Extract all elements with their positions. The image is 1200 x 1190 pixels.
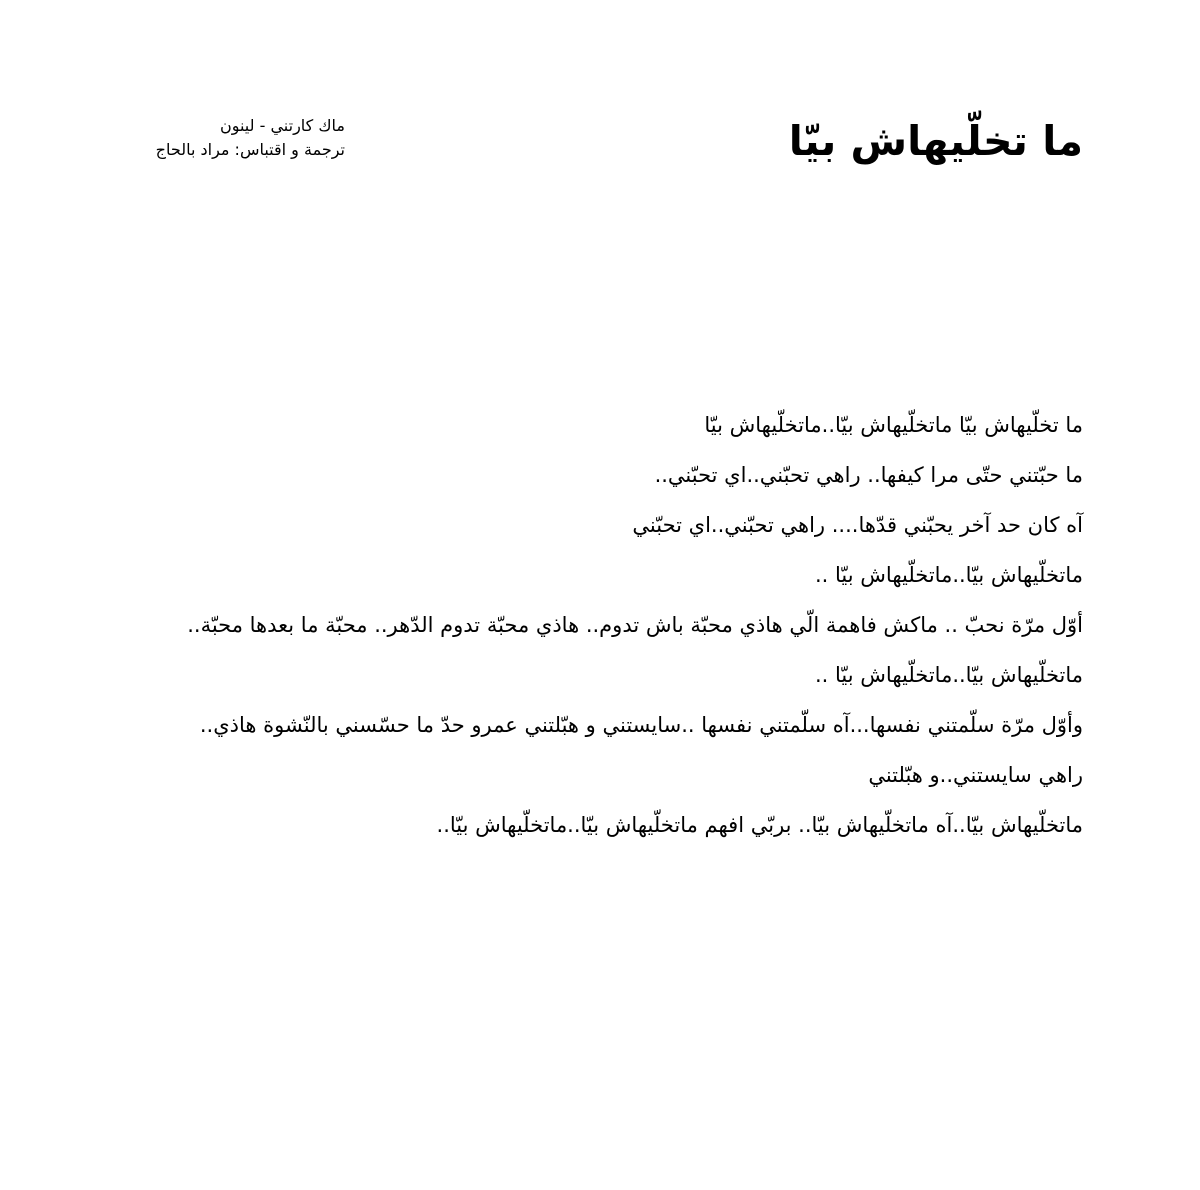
composer-credit: ماك كارتني - لينون (219, 116, 345, 135)
lyric-line-7: وأوّل مرّة سلّمتني نفسها...آه سلّمتني نفسها ..سايستني و هبّلتني عمرو حدّ ما حسّسني بالنّشوة هاذي.. (199, 713, 1083, 737)
lyric-line-8: راهي سايستني..و هبّلتني (868, 763, 1083, 787)
lyric-line-3: آه كان حد آخر يحبّني قدّها.... راهي تحبّني..اي تحبّني (632, 513, 1083, 537)
lyric-line-6: ماتخلّيهاش بيّا..ماتخلّيهاش بيّا .. (815, 663, 1083, 687)
translator-credit: ترجمة و اقتباس: مراد بالحاج (155, 140, 345, 159)
song-credits (85, 114, 345, 162)
lyric-line-2: ما حبّتني حتّى مرا كيفها.. راهي تحبّني..اي تحبّني.. (654, 463, 1083, 487)
lyric-line-9: ماتخلّيهاش بيّا..آه ماتخلّيهاش بيّا.. بربّي افهم ماتخلّيهاش بيّا..ماتخلّيهاش بيّا.. (436, 813, 1083, 837)
lyric-line-5: أوّل مرّة نحبّ .. ماكش فاهمة الّي هاذي محبّة باش تدوم.. هاذي محبّة تدوم الدّهر.. محبّة ما بعدها محبّة.. (187, 613, 1083, 637)
song-title: ما تخلّيهاش بيّا (788, 117, 1083, 165)
lyric-line-1: ما تخلّيهاش بيّا ماتخلّيهاش بيّا..ماتخلّيهاش بيّا (704, 413, 1083, 437)
lyrics-body (53, 407, 1083, 857)
lyric-line-4: ماتخلّيهاش بيّا..ماتخلّيهاش بيّا .. (815, 563, 1083, 587)
